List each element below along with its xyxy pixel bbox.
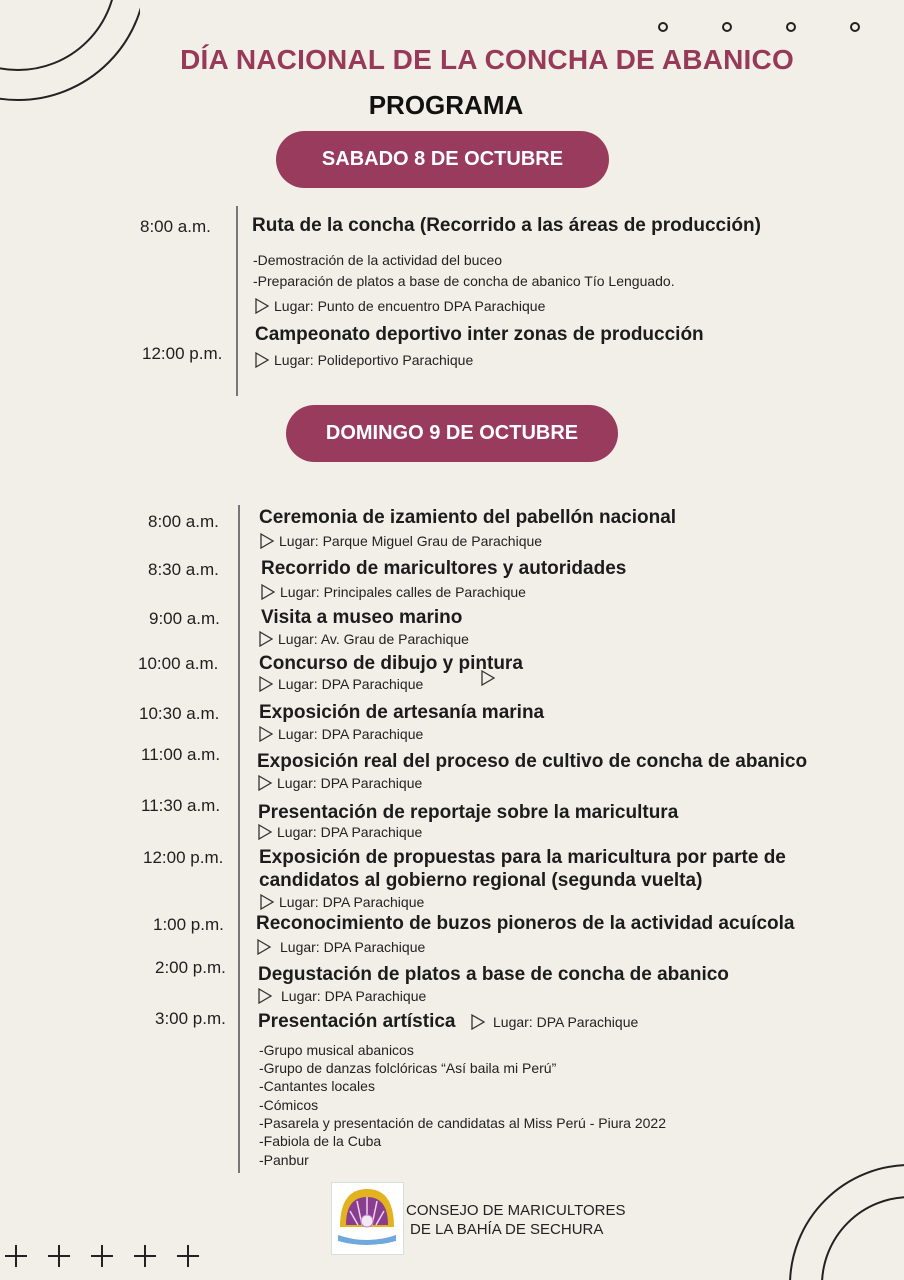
event-note: -Demostración de la actividad del buceo <box>253 252 503 268</box>
play-arrow-icon <box>254 352 270 368</box>
event-location-text: Lugar: DPA Parachique <box>280 939 426 955</box>
event-location-text: Lugar: Av. Grau de Parachique <box>278 631 469 647</box>
event-title: Exposición real del proceso de cultivo de concha de abanico <box>257 751 808 772</box>
page-title: DÍA NACIONAL DE LA CONCHA DE ABANICO <box>180 44 794 75</box>
event-title: Concurso de dibujo y pintura <box>259 653 523 674</box>
event-location-text: Lugar: DPA Parachique <box>278 676 424 692</box>
event-location <box>257 988 426 1004</box>
event-time: 11:00 a.m. <box>141 745 221 764</box>
event-location-text: Lugar: Principales calles de Parachique <box>280 584 526 600</box>
event-title: Visita a museo marino <box>261 607 463 628</box>
event-time: 11:30 a.m. <box>141 796 221 815</box>
play-arrow-icon <box>258 631 274 647</box>
event-title: Campeonato deportivo inter zonas de producción <box>255 324 704 345</box>
event-location <box>260 584 526 600</box>
event-note: -Cómicos <box>259 1097 319 1113</box>
decor-dot <box>722 22 732 32</box>
plus-icon <box>177 1245 199 1267</box>
play-arrow-icon <box>259 894 275 910</box>
timeline-line <box>238 505 240 1173</box>
event-location-text: Lugar: DPA Parachique <box>493 1014 639 1030</box>
day-banner-saturday: SABADO 8 DE OCTUBRE <box>276 131 609 188</box>
decor-dot <box>786 22 796 32</box>
event-location <box>257 824 422 840</box>
page-subtitle: PROGRAMA <box>368 90 524 120</box>
plus-icon <box>134 1245 156 1267</box>
event-title: Presentación de reportaje sobre la maricultura <box>258 802 679 823</box>
plus-icon <box>48 1245 70 1267</box>
play-arrow-icon <box>470 1014 486 1030</box>
play-arrow-icon <box>254 298 270 314</box>
event-time: 9:00 a.m. <box>149 609 220 628</box>
scallop-shell-icon <box>332 1183 403 1254</box>
plus-icon <box>5 1245 27 1267</box>
play-arrow-icon <box>257 775 273 791</box>
event-location <box>470 1014 638 1030</box>
event-time: 8:00 a.m. <box>140 217 211 236</box>
org-name-line2: DE LA BAHÍA DE SECHURA <box>410 1221 604 1238</box>
plus-icon <box>91 1245 113 1267</box>
event-note: -Fabiola de la Cuba <box>259 1133 382 1149</box>
timeline-line <box>236 206 238 396</box>
event-time: 8:00 a.m. <box>148 512 219 531</box>
event-title: Recorrido de maricultores y autoridades <box>261 558 627 579</box>
event-title: Ruta de la concha (Recorrido a las áreas de producción) <box>252 215 761 236</box>
event-time: 12:00 p.m. <box>142 344 223 363</box>
event-time: 10:00 a.m. <box>138 654 219 673</box>
play-arrow-icon <box>258 676 274 692</box>
event-location <box>258 676 423 692</box>
event-location <box>257 775 422 791</box>
event-location <box>254 352 473 368</box>
event-location <box>259 894 424 910</box>
decor-dot <box>850 22 860 32</box>
event-title: Exposición de artesanía marina <box>259 702 545 723</box>
play-arrow-icon <box>257 988 273 1004</box>
event-title: Ceremonia de izamiento del pabellón nacional <box>259 507 677 528</box>
event-note: -Grupo de danzas folclóricas “Así baila mi Perú” <box>259 1060 557 1076</box>
event-title: Exposición de propuestas para la maricultura por parte de <box>259 847 786 868</box>
event-note: -Pasarela y presentación de candidatas al Miss Perú - Piura 2022 <box>259 1115 666 1131</box>
bottom-right-arc-decoration <box>720 1155 904 1280</box>
play-arrow-icon <box>258 726 274 742</box>
org-name-line1: CONSEJO DE MARICULTORES <box>406 1202 626 1219</box>
event-title: Degustación de platos a base de concha de abanico <box>258 964 729 985</box>
event-time: 10:30 a.m. <box>139 704 220 723</box>
event-location <box>258 631 469 647</box>
decor-dot <box>658 22 668 32</box>
event-note: -Preparación de platos a base de concha de abanico Tío Lenguado. <box>253 273 675 289</box>
event-note: -Cantantes locales <box>259 1078 375 1094</box>
event-time: 2:00 p.m. <box>155 958 226 977</box>
council-logo <box>331 1182 404 1255</box>
event-title: Reconocimiento de buzos pioneros de la actividad acuícola <box>256 913 795 934</box>
event-location-text: Lugar: DPA Parachique <box>279 894 425 910</box>
event-location-text: Lugar: Polideportivo Parachique <box>274 352 474 368</box>
event-time: 12:00 p.m. <box>143 848 224 867</box>
event-title: Presentación artística <box>258 1011 456 1032</box>
event-location-text: Lugar: DPA Parachique <box>281 988 427 1004</box>
event-location <box>254 298 545 314</box>
event-location-text: Lugar: Punto de encuentro DPA Parachique <box>274 298 546 314</box>
event-location-text: Lugar: DPA Parachique <box>277 775 423 791</box>
event-time: 8:30 a.m. <box>148 560 219 579</box>
event-time: 1:00 p.m. <box>153 915 224 934</box>
play-arrow-icon <box>257 824 273 840</box>
play-arrow-icon <box>256 939 272 955</box>
event-note: -Grupo musical abanicos <box>259 1042 414 1058</box>
event-location-text: Lugar: DPA Parachique <box>277 824 423 840</box>
event-location-text: Lugar: Parque Miguel Grau de Parachique <box>279 533 543 549</box>
event-location <box>256 939 425 955</box>
event-location <box>259 533 542 549</box>
event-time: 3:00 p.m. <box>155 1009 226 1028</box>
day-banner-sunday: DOMINGO 9 DE OCTUBRE <box>286 405 618 462</box>
event-location-text: Lugar: DPA Parachique <box>278 726 424 742</box>
event-location <box>258 726 423 742</box>
play-arrow-icon <box>260 584 276 600</box>
event-note: -Panbur <box>259 1152 309 1168</box>
event-title-line2: candidatos al gobierno regional (segunda vuelta) <box>259 870 703 891</box>
play-arrow-icon <box>259 533 275 549</box>
